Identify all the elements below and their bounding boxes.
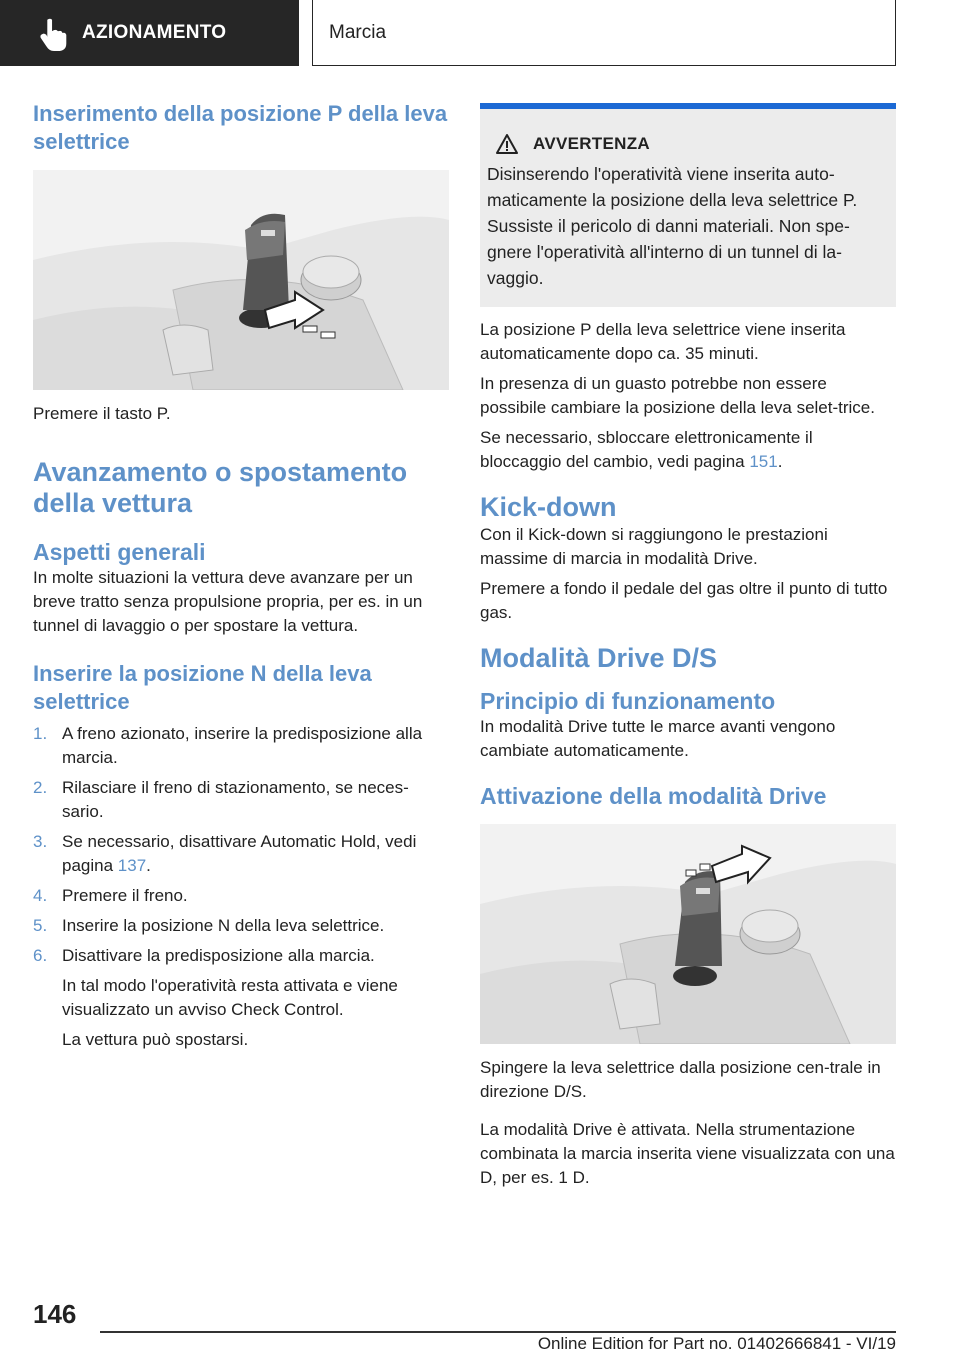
- heading-drive-mode: Modalità Drive D/S: [480, 643, 718, 673]
- heading-principle: Principio di funzionamento: [480, 688, 776, 714]
- heading-activate-drive: Attivazione della modalità Drive: [480, 783, 827, 809]
- figure-gear-selector-ds: [480, 824, 896, 1044]
- left-column: [33, 100, 449, 1058]
- list-item: 3. Se necessario, disattivare Automatic Hold, vedi pagina 137.: [33, 832, 417, 875]
- warning-text: Disinserendo l'operatività viene inserita auto‐maticamente la posizione della leva selettrice P. Sussiste il pericolo di danni materiali. Non spe‐gnere l'operatività all'interno di un tunnel di la‐vaggio.: [487, 164, 858, 288]
- steps-list: [33, 722, 449, 968]
- drive-activated-text: La modalità Drive è attivata. Nella strumentazione combinata la marcia inserita viene visualizzata con una D, per es. 1 D.: [480, 1120, 895, 1187]
- step6-note-2: La vettura può spostarsi.: [62, 1030, 249, 1049]
- kickdown-text-2: Premere a fondo il pedale del gas oltre il punto di tutto gas.: [480, 579, 888, 622]
- page-number: 146: [33, 1299, 77, 1329]
- section-title: AZIONAMENTO: [82, 22, 227, 43]
- principle-text: In modalità Drive tutte le marce avanti vengono cambiate automaticamente.: [480, 717, 836, 760]
- page-link-137[interactable]: 137: [117, 856, 147, 875]
- para-unlock: Se necessario, sbloccare elettronicamente il bloccaggio del cambio, vedi pagina 151.: [480, 428, 813, 471]
- page-link-151[interactable]: 151: [749, 452, 778, 471]
- general-text: In molte situazioni la vettura deve avanzare per un breve tratto senza propulsione propria, per es. in un tunnel di lavaggio o per spostare la vettura.: [33, 568, 423, 635]
- list-item: 6. Disattivare la predisposizione alla marcia.: [33, 946, 375, 965]
- warning-heading: AVVERTENZA: [487, 133, 890, 155]
- para-fault: In presenza di un guasto potrebbe non essere possibile cambiare la posizione della leva selet‐trice.: [480, 374, 875, 417]
- heading-insert-p: Inserimento della posizione P della leva selettrice: [33, 101, 448, 154]
- gear-selector-illustration: [33, 170, 449, 390]
- hand-pointer-icon: [34, 14, 72, 52]
- section-tab[interactable]: [0, 0, 299, 66]
- list-item: 2. Rilasciare il freno di stazionamento, se neces‐sario.: [33, 778, 409, 821]
- kickdown-text-1: Con il Kick-down si raggiungono le prestazioni massime di marcia in modalità Drive.: [480, 525, 828, 568]
- list-item: 1. A freno azionato, inserire la predisposizione alla marcia.: [33, 724, 423, 767]
- heading-insert-n: Inserire la posizione N della leva selettrice: [33, 661, 372, 714]
- warning-box: [480, 103, 896, 307]
- figure-gear-selector-p: [33, 170, 449, 390]
- list-item: 5. Inserire la posizione N della leva selettrice.: [33, 916, 385, 935]
- step6-note-1: In tal modo l'operatività resta attivata e viene visualizzato un avviso Check Control.: [62, 976, 398, 1019]
- heading-move-vehicle: Avanzamento o spostamento della vettura: [33, 457, 408, 518]
- heading-kickdown: Kick-down: [480, 492, 617, 522]
- list-item: 4. Premere il freno.: [33, 886, 188, 905]
- para-auto-p: La posizione P della leva selettrice viene inserita automaticamente dopo ca. 35 minuti.: [480, 320, 846, 363]
- figure2-caption: Spingere la leva selettrice dalla posizione cen‐trale in direzione D/S.: [480, 1058, 881, 1101]
- gear-selector-ds-illustration: [480, 824, 896, 1044]
- figure1-caption: Premere il tasto P.: [33, 404, 171, 423]
- chapter-title: Marcia: [312, 0, 896, 66]
- warning-triangle-icon: [495, 133, 519, 155]
- heading-general: Aspetti generali: [33, 539, 206, 565]
- right-column: [480, 103, 896, 1190]
- footer-divider: [100, 1331, 896, 1333]
- footer-edition: Online Edition for Part no. 01402666841 - VI/19: [537, 1334, 896, 1353]
